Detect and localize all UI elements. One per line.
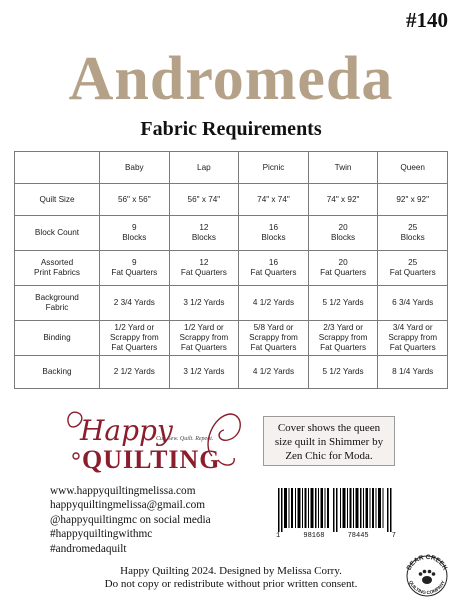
header-cell-twin: Twin: [308, 152, 378, 184]
table-cell: 12 Fat Quarters: [169, 251, 239, 286]
table-cell: 9 Fat Quarters: [100, 251, 170, 286]
bear-creek-logo: [403, 553, 451, 599]
email-link[interactable]: happyquiltingmelissa@gmail.com: [50, 499, 206, 512]
table-row-block-count: [15, 216, 448, 251]
logo-word-happy: Happy: [80, 414, 173, 447]
table-cell: 8 1/4 Yards: [378, 356, 448, 389]
flourish-dot: [73, 453, 79, 459]
row-label: Block Count: [15, 216, 100, 251]
table-row-background-fabric: [15, 286, 448, 321]
fabric-requirements-table: [14, 151, 448, 389]
table-cell: 2 1/2 Yards: [100, 356, 170, 389]
footer-credit: Happy Quilting 2024. Designed by Melissa Corry.: [120, 565, 342, 577]
header-cell-picnic: Picnic: [239, 152, 309, 184]
table-cell: 6 3/4 Yards: [378, 286, 448, 321]
table-cell: 25 Fat Quarters: [378, 251, 448, 286]
hashtag-brand: #happyquiltingwithmc: [50, 528, 153, 541]
social-handle: @happyquiltingmc on social media: [50, 513, 211, 526]
row-label: Assorted Print Fabrics: [15, 251, 100, 286]
table-header-row: [15, 152, 448, 184]
table-cell: 2/3 Yard or Scrappy from Fat Quarters: [308, 321, 378, 356]
barcode-digit-check: 7: [391, 532, 396, 540]
table-row-print-fabrics: [15, 251, 448, 286]
bear-creek-top-text: BEAR CREEK: [405, 553, 449, 572]
footer: [0, 565, 462, 591]
table-cell: 16 Fat Quarters: [239, 251, 309, 286]
barcode: [278, 488, 392, 532]
table-cell: 3/4 Yard or Scrappy from Fat Quarters: [378, 321, 448, 356]
table-row-backing: [15, 356, 448, 389]
pattern-title: Andromeda: [68, 45, 394, 113]
happy-quilting-logo-art: [62, 396, 248, 480]
page-subtitle: Fabric Requirements: [140, 118, 322, 140]
table-cell: 4 1/2 Yards: [239, 286, 309, 321]
table-cell: 20 Fat Quarters: [308, 251, 378, 286]
pattern-number: #140: [406, 8, 448, 32]
table-cell: 25 Blocks: [378, 216, 448, 251]
barcode-digit-prefix: 1: [276, 532, 281, 540]
happy-quilting-logo: [62, 396, 248, 480]
cover-note: Cover shows the queen size quilt in Shimmer by Zen Chic for Moda.: [263, 416, 395, 466]
table-cell: 56" x 74": [169, 184, 239, 216]
barcode-digits-right: 78445: [347, 532, 369, 540]
table-cell: 5 1/2 Yards: [308, 356, 378, 389]
paw-print-icon: [419, 570, 436, 584]
row-label: Binding: [15, 321, 100, 356]
table-cell: 5 1/2 Yards: [308, 286, 378, 321]
table-cell: 74" x 92": [308, 184, 378, 216]
hashtag-pattern: #andromedaquilt: [50, 542, 127, 555]
header-cell-lap: Lap: [169, 152, 239, 184]
table-cell: 5/8 Yard or Scrappy from Fat Quarters: [239, 321, 309, 356]
table-cell: 4 1/2 Yards: [239, 356, 309, 389]
table-cell: 12 Blocks: [169, 216, 239, 251]
table-cell: 3 1/2 Yards: [169, 356, 239, 389]
logo-word-quilting: QUILTING: [82, 445, 221, 474]
table-row-quilt-size: [15, 184, 448, 216]
bear-creek-bottom-text: QUILTING COMPANY: [408, 579, 446, 596]
table-cell: 1/2 Yard or Scrappy from Fat Quarters: [169, 321, 239, 356]
footer-copyright: Do not copy or redistribute without prior written consent.: [104, 578, 358, 590]
header-cell-blank: [15, 152, 100, 184]
table-cell: 74" x 74": [239, 184, 309, 216]
contact-info: [50, 484, 211, 556]
table-cell: 20 Blocks: [308, 216, 378, 251]
table-cell: 9 Blocks: [100, 216, 170, 251]
table-cell: 2 3/4 Yards: [100, 286, 170, 321]
row-label: Quilt Size: [15, 184, 100, 216]
barcode-bars: [278, 488, 392, 532]
table-cell: 92" x 92": [378, 184, 448, 216]
row-label: Backing: [15, 356, 100, 389]
table-row-binding: [15, 321, 448, 356]
table-cell: 3 1/2 Yards: [169, 286, 239, 321]
table-cell: 16 Blocks: [239, 216, 309, 251]
barcode-digits-left: 98168: [303, 532, 325, 540]
header-cell-queen: Queen: [378, 152, 448, 184]
table-cell: 56" x 56": [100, 184, 170, 216]
header-cell-baby: Baby: [100, 152, 170, 184]
row-label: Background Fabric: [15, 286, 100, 321]
website-link[interactable]: www.happyquiltingmelissa.com: [50, 485, 196, 497]
logo-tagline: Cut. Sew. Quilt. Repeat.: [156, 436, 214, 442]
table-cell: 1/2 Yard or Scrappy from Fat Quarters: [100, 321, 170, 356]
barcode-digits: [276, 532, 396, 540]
